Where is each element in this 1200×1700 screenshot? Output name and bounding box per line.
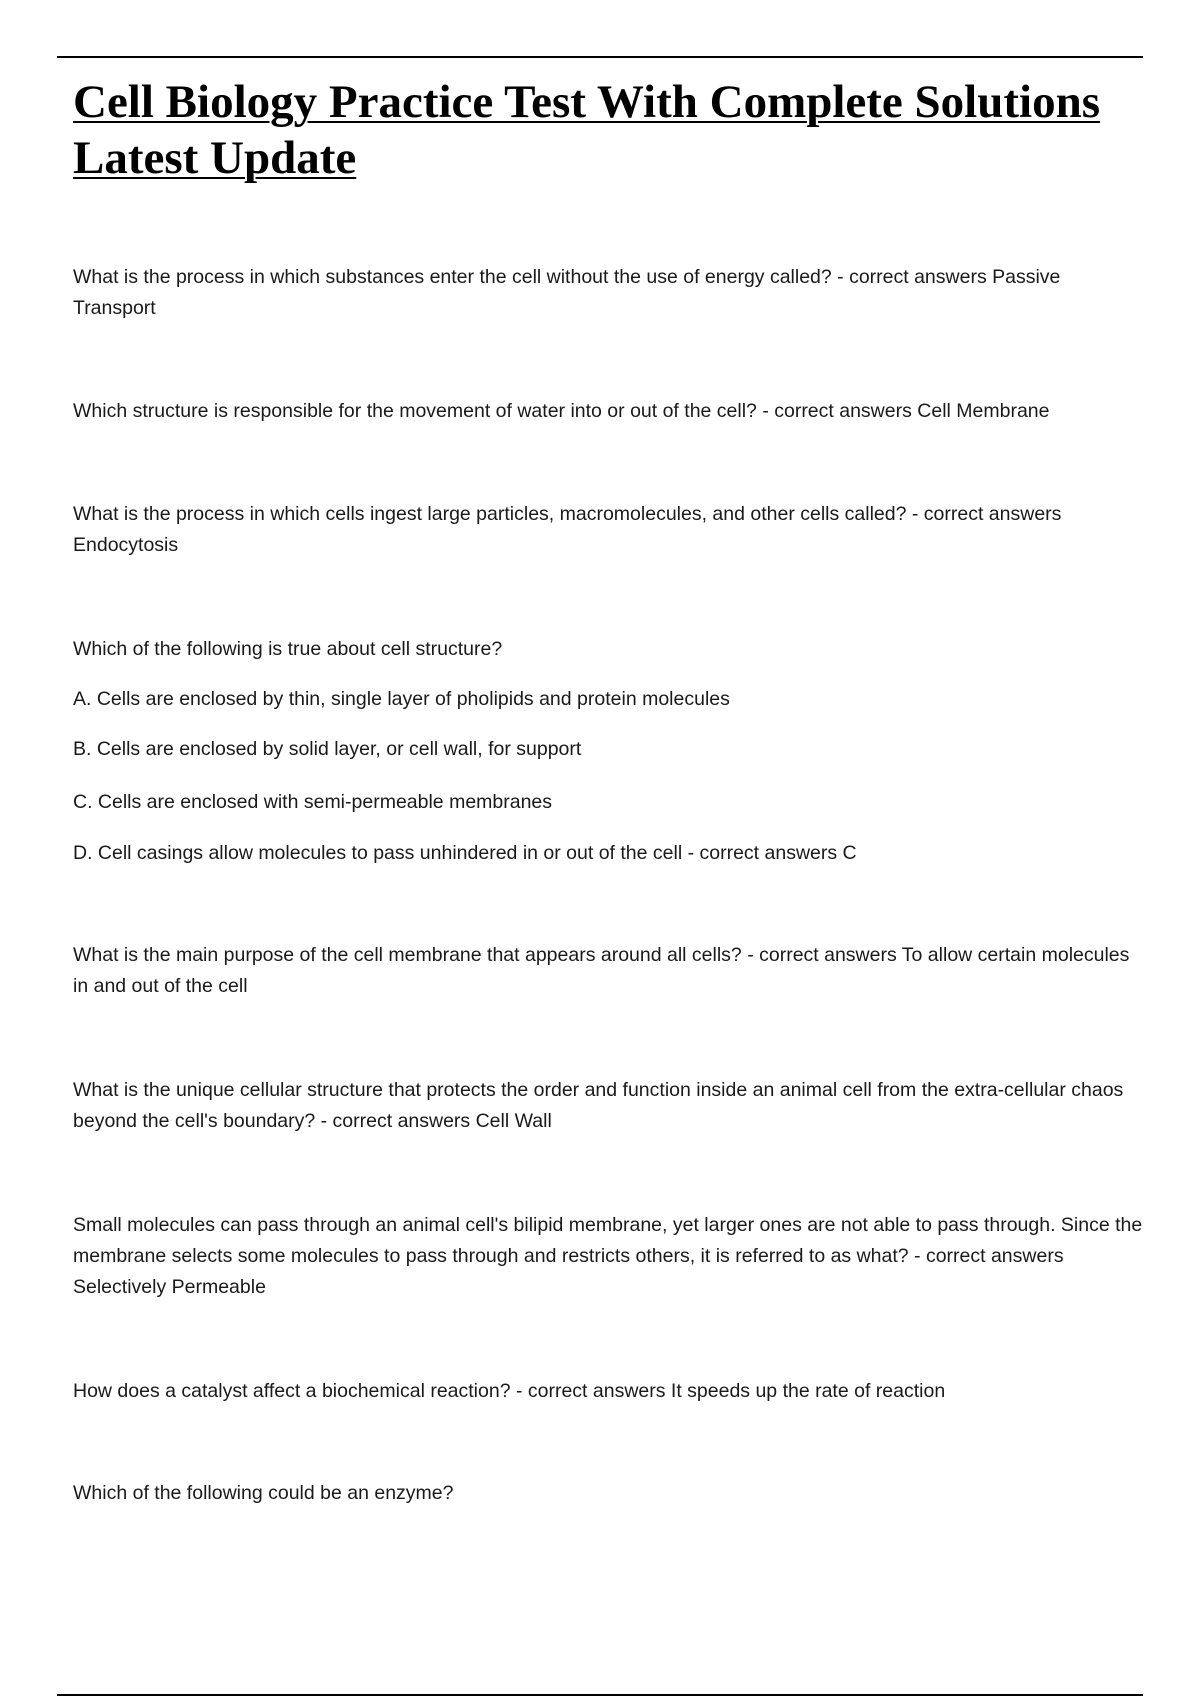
top-rule — [57, 56, 1143, 58]
question-4-option-b: B. Cells are enclosed by solid layer, or cell wall, for support — [73, 738, 582, 760]
question-8: How does a catalyst affect a biochemical reaction? - correct answers It speeds up the rate of reaction — [73, 1380, 946, 1402]
question-4-option-a: A. Cells are enclosed by thin, single layer of pholipids and protein molecules — [73, 688, 730, 710]
question-4-option-d: D. Cell casings allow molecules to pass unhindered in or out of the cell - correct answers C — [73, 842, 857, 864]
question-4-stem: Which of the following is true about cell structure? — [73, 638, 503, 660]
title-line-1: Cell Biology Practice Test With Complete Solutions — [73, 76, 1101, 128]
question-1: What is the process in which substances enter the cell without the use of energy called? - correct answers Passive Transport — [73, 266, 1061, 319]
question-2: Which structure is responsible for the movement of water into or out of the cell? - correct answers Cell Membrane — [73, 400, 1050, 422]
question-6: What is the unique cellular structure that protects the order and function inside an animal cell from the extra-cellular chaos beyond the cell's boundary? - correct answers Cell Wall — [73, 1079, 1124, 1132]
question-9: Which of the following could be an enzyme? — [73, 1482, 454, 1504]
question-5: What is the main purpose of the cell membrane that appears around all cells? - correct answers To allow certain molecules in and out of the cell — [73, 944, 1130, 997]
document-title — [73, 74, 1143, 186]
question-7: Small molecules can pass through an animal cell's bilipid membrane, yet larger ones are not able to pass through. Since the membrane selects some molecules to pass through and restricts others, it is referred to as what? - correct answers Selectively Permeable — [73, 1214, 1143, 1298]
title-line-2: Latest Update — [73, 132, 357, 184]
question-4-option-c: C. Cells are enclosed with semi-permeable membranes — [73, 791, 553, 813]
question-3: What is the process in which cells ingest large particles, macromolecules, and other cells called? - correct answers Endocytosis — [73, 503, 1062, 556]
bottom-rule — [57, 1694, 1143, 1696]
